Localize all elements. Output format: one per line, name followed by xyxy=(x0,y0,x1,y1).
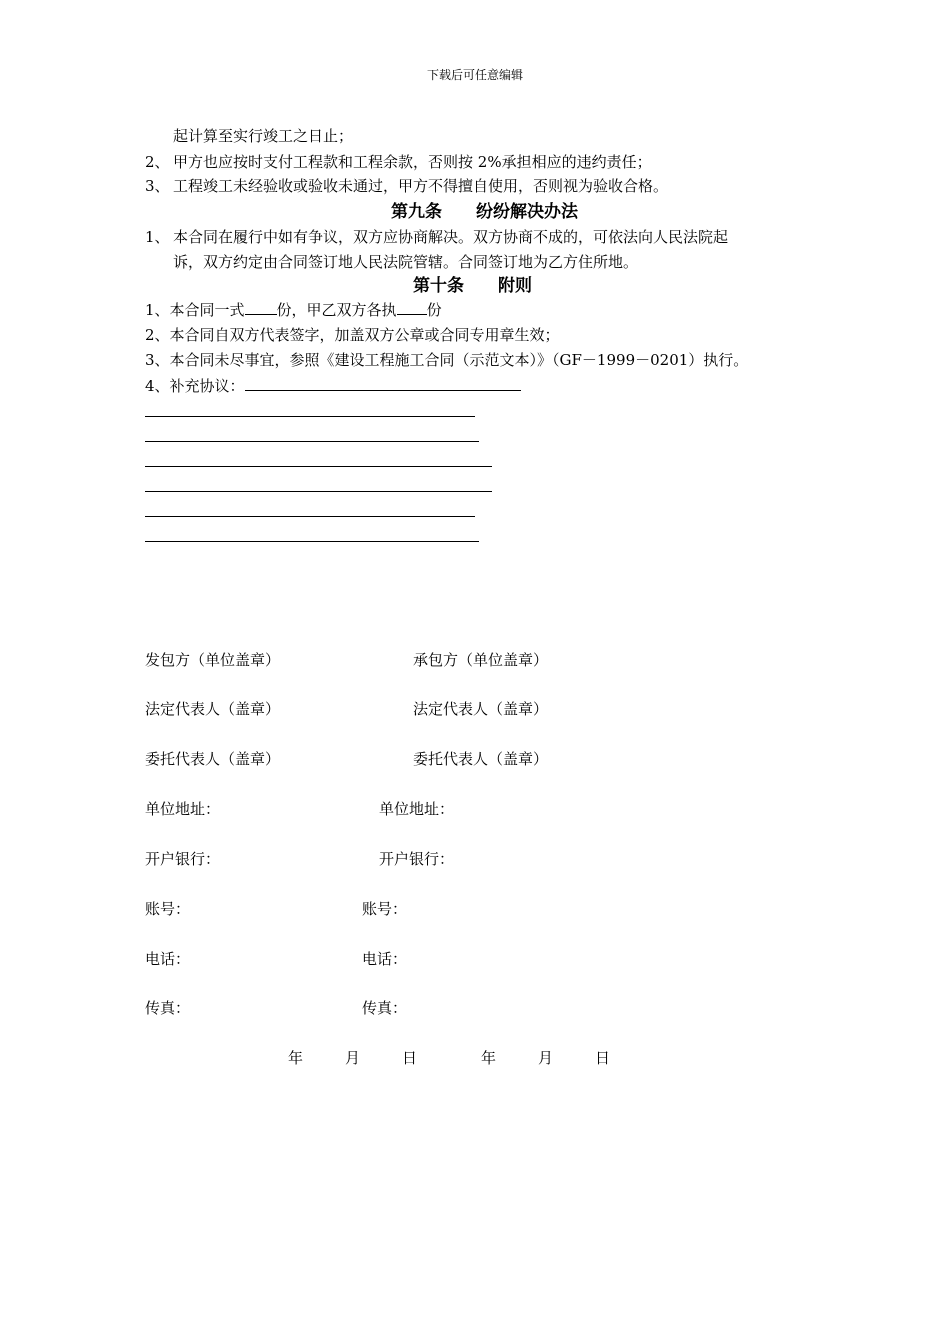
party-a-legal-rep: 法定代表人（盖章） xyxy=(145,700,281,718)
article10-heading xyxy=(413,275,532,297)
date-day: 日 xyxy=(595,1049,611,1067)
copies-label: 1、本合同一式 xyxy=(145,301,245,319)
article10-item4 xyxy=(145,376,521,396)
supplement-label: 4、补充协议： xyxy=(145,377,245,395)
party-a-contractor: 发包方（单位盖章） xyxy=(145,651,281,669)
blank-line xyxy=(145,491,492,492)
party-b-legal-rep: 法定代表人（盖章） xyxy=(413,700,549,718)
article10-item3: 3、本合同未尽事宜，参照《建设工程施工合同（示范文本）》（GF－1999－0201）执行。 xyxy=(145,351,749,369)
party-a-fax: 传真： xyxy=(145,999,191,1017)
party-b-phone: 电话： xyxy=(362,950,408,968)
blank-line xyxy=(145,441,479,442)
article10-item1 xyxy=(145,300,442,320)
copies-unit: 份 xyxy=(426,301,442,319)
supplement-blank xyxy=(245,376,521,391)
article8-item2-number: 2、 xyxy=(145,153,170,171)
party-b-date xyxy=(481,1048,652,1068)
party-a-bank: 开户银行： xyxy=(145,850,221,868)
article9-item1-line2: 诉，双方约定由合同签订地人民法院管辖。合同签订地为乙方住所地。 xyxy=(173,253,639,271)
article9-title: 纷纷解决办法 xyxy=(476,202,578,222)
article8-item3-text: 工程竣工未经验收或验收未通过，甲方不得擅自使用，否则视为验收合格。 xyxy=(173,177,669,195)
party-a-agent: 委托代表人（盖章） xyxy=(145,750,281,768)
article10-number: 第十条 xyxy=(413,276,464,296)
page-header-note: 下载后可任意编辑 xyxy=(426,68,523,82)
article8-continuation: 起计算至实行竣工之日止； xyxy=(173,127,354,145)
blank-line xyxy=(145,516,475,517)
article9-item1-line1: 本合同在履行中如有争议，双方应协商解决。双方协商不成的，可依法向人民法院起 xyxy=(173,228,729,246)
article9-item1-number: 1、 xyxy=(145,228,170,246)
article10-title: 附则 xyxy=(498,276,532,296)
party-a-phone: 电话： xyxy=(145,950,191,968)
article8-item2-text: 甲方也应按时支付工程款和工程余款，否则按 2%承担相应的违约责任； xyxy=(173,153,652,171)
each-party-label: 份，甲乙双方各执 xyxy=(276,301,397,319)
party-a-address: 单位地址： xyxy=(145,800,221,818)
each-party-blank xyxy=(397,300,427,315)
blank-line xyxy=(145,541,479,542)
date-month: 月 xyxy=(538,1049,554,1067)
party-b-account: 账号： xyxy=(362,900,408,918)
blank-line xyxy=(145,466,492,467)
party-b-agent: 委托代表人（盖章） xyxy=(413,750,549,768)
party-b-address: 单位地址： xyxy=(379,800,455,818)
article9-heading xyxy=(391,201,578,223)
party-a-account: 账号： xyxy=(145,900,191,918)
party-b-contractor: 承包方（单位盖章） xyxy=(413,651,549,669)
party-b-bank: 开户银行： xyxy=(379,850,455,868)
article9-number: 第九条 xyxy=(391,202,442,222)
article10-item2: 2、本合同自双方代表签字，加盖双方公章或合同专用章生效； xyxy=(145,326,560,344)
blank-line xyxy=(145,416,475,417)
article8-item3-number: 3、 xyxy=(145,177,170,195)
party-a-date xyxy=(288,1048,459,1068)
copies-blank xyxy=(245,300,277,315)
date-year: 年 xyxy=(481,1049,497,1067)
date-month: 月 xyxy=(345,1049,361,1067)
party-b-fax: 传真： xyxy=(362,999,408,1017)
date-day: 日 xyxy=(402,1049,418,1067)
date-year: 年 xyxy=(288,1049,304,1067)
